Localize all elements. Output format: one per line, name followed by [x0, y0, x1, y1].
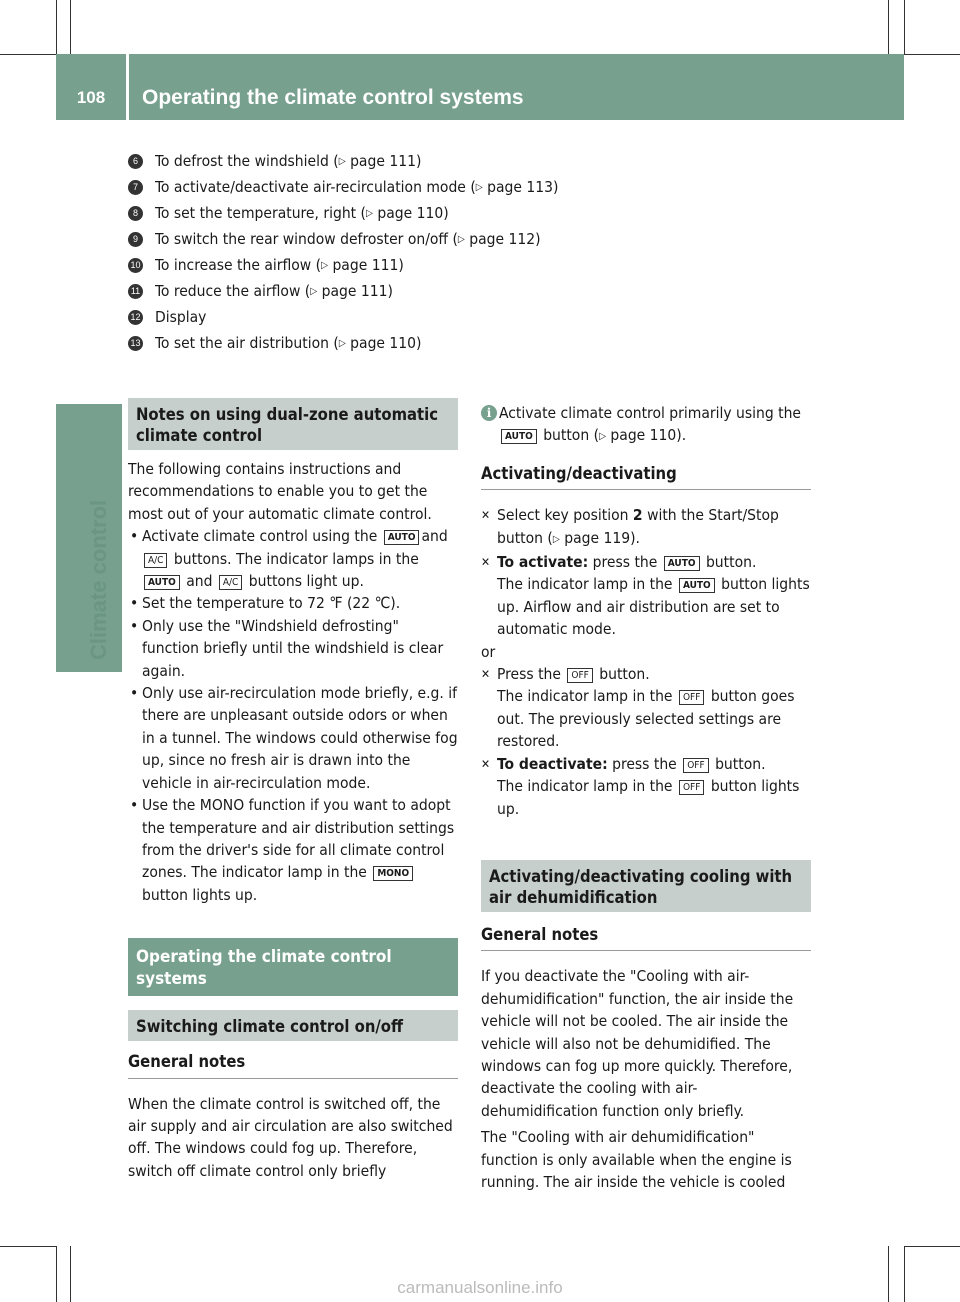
number-badge: 8 — [128, 206, 143, 221]
page-ref-icon: ▷ — [599, 431, 606, 443]
crop-mark — [904, 1246, 960, 1247]
step-arrow-icon: ✕ — [481, 555, 491, 570]
or-text: or — [481, 642, 496, 661]
page-ref-icon: ▷ — [457, 233, 465, 245]
auto-key-icon: AUTO — [664, 556, 700, 571]
paragraph: When the climate control is switched off, the air supply and air circulation are also switched off. The windows could fog up. Therefore, switch off climate control only briefly — [128, 1094, 453, 1180]
page-title: Operating the climate control systems — [142, 86, 524, 109]
number-badge: 6 — [128, 154, 143, 169]
section-heading: Activating/deactivating cooling with air dehumidification — [481, 860, 811, 912]
page-ref-icon: ▷ — [310, 285, 318, 297]
legend-item: 11 To reduce the airflow ( ▷ page 111) — [128, 278, 828, 304]
subheading: Activating/deactivating — [481, 463, 811, 490]
paragraph: If you deactivate the "Cooling with air-dehumidification" function, the air inside the vehicle will not be cooled. The air inside the vehicle will also not be dehumidified. The windows can fog up more quickly. Therefore, deactivate the cooling with air-dehumidification function only briefly. — [481, 967, 794, 1120]
page-ref-icon: ▷ — [552, 533, 560, 545]
legend-item: 8 To set the temperature, right ( ▷ page 110) — [128, 200, 828, 226]
auto-key-icon: AUTO — [384, 530, 420, 545]
page-ref-icon: ▷ — [338, 155, 346, 167]
crop-mark — [904, 54, 960, 55]
section-heading: Notes on using dual-zone automatic climate control — [128, 398, 458, 450]
off-key-icon: OFF — [683, 758, 708, 773]
page-header — [56, 54, 904, 120]
legend-list — [128, 148, 828, 356]
number-badge: 7 — [128, 180, 143, 195]
auto-key-icon: AUTO — [679, 578, 715, 593]
bullet-item: • Activate climate control using the AUTO and A/C buttons. The indicator lamps in the AUTO and A/C buttons light up. — [128, 525, 458, 592]
step-arrow-icon: ✕ — [481, 508, 491, 523]
step-arrow-icon: ✕ — [481, 667, 491, 682]
crop-mark — [0, 1246, 56, 1247]
legend-item: 9 To switch the rear window defroster on/off ( ▷ page 112) — [128, 226, 828, 252]
step: ✕ Select key position 2 with the Start/Stop button (▷ page 119). — [481, 506, 779, 547]
page-number: 108 — [76, 88, 106, 107]
section-heading: Operating the climate control systems — [128, 938, 458, 996]
number-badge: 13 — [128, 336, 143, 351]
crop-mark — [904, 0, 905, 54]
paragraph: The following contains instructions and recommendations to enable you to get the most out of your automatic climate control. — [128, 460, 432, 523]
off-key-icon: OFF — [567, 668, 592, 683]
step: ✕ To activate: press the AUTO button. The indicator lamp in the AUTO button lights up. Airflow and air distribution are set to automatic mode. — [481, 553, 810, 639]
bullet-item: • Use the MONO function if you want to adopt the temperature and air distribution settings from the driver's side for all climate control zones. The indicator lamp in the MONO button lights up. — [128, 794, 458, 906]
subheading: General notes — [128, 1051, 458, 1078]
bullet-item: • Only use the "Windshield defrosting" function briefly until the windshield is clear again. — [128, 615, 458, 682]
step: ✕ To deactivate: press the OFF button. The indicator lamp in the OFF button lights up. — [481, 754, 800, 818]
page-ref-icon: ▷ — [321, 259, 328, 271]
number-badge: 10 — [128, 258, 143, 273]
subheading: General notes — [481, 924, 811, 951]
bullet-item: • Set the temperature to 72 ℉ (22 ℃). — [128, 592, 458, 614]
paragraph: The "Cooling with air dehumidification" function is only available when the engine is running. The air inside the vehicle is cooled — [481, 1128, 792, 1191]
off-key-icon: OFF — [679, 780, 704, 795]
legend-item: 12 Display — [128, 304, 828, 330]
mono-key-icon: MONO — [373, 866, 413, 881]
side-tab-label: Climate control — [86, 499, 111, 660]
step: ✕ Press the OFF button. The indicator lamp in the OFF button goes out. The previously selected settings are restored. — [481, 665, 795, 751]
info-icon: i — [481, 405, 497, 421]
step-arrow-icon: ✕ — [481, 756, 491, 771]
off-key-icon: OFF — [679, 690, 704, 705]
page-ref-icon: ▷ — [338, 337, 346, 349]
legend-item: 6 To defrost the windshield ( ▷ page 111) — [128, 148, 828, 174]
auto-key-icon: AUTO — [501, 429, 537, 444]
crop-mark — [888, 0, 889, 54]
page-ref-icon: ▷ — [475, 181, 483, 193]
crop-mark — [0, 54, 56, 55]
ac-key-icon: A/C — [144, 553, 167, 568]
number-badge: 11 — [128, 284, 143, 299]
bullet-item: • Only use air-recirculation mode briefly, e.g. if there are unpleasant outside odors or when in a tunnel. The windows could otherwise fog up, since no fresh air is drawn into the vehicle in air-recirculation mode. — [128, 682, 458, 794]
crop-mark — [70, 0, 71, 54]
right-column — [481, 402, 811, 1193]
number-badge: 12 — [128, 310, 143, 325]
info-note: i Activate climate control primarily using the AUTO button (▷ page 110). — [481, 402, 811, 449]
ac-key-icon: A/C — [219, 575, 242, 590]
left-column — [128, 398, 458, 1182]
header-divider — [126, 54, 129, 120]
number-badge: 9 — [128, 232, 143, 247]
subsection-heading: Switching climate control on/off — [128, 1010, 458, 1041]
crop-mark — [56, 0, 57, 54]
legend-item: 7 To activate/deactivate air-recirculation mode ( ▷ page 113) — [128, 174, 828, 200]
auto-key-icon: AUTO — [144, 575, 180, 590]
watermark: carmanualsonline.info — [397, 1278, 563, 1297]
page-ref-icon: ▷ — [366, 207, 373, 219]
legend-item: 10 To increase the airflow ( ▷ page 111) — [128, 252, 828, 278]
legend-item: 13 To set the air distribution ( ▷ page 110) — [128, 330, 828, 356]
